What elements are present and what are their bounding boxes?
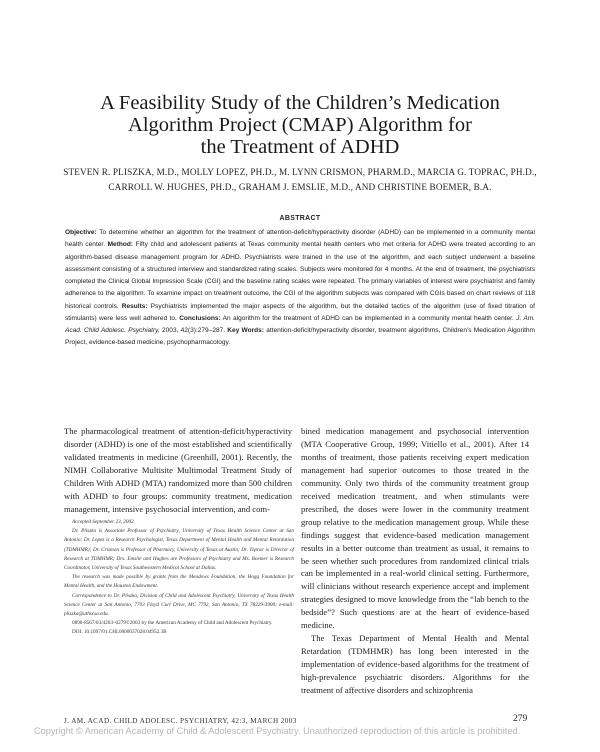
copyright-line: 0890-8567/03/4203–0279©2003 by the American Academy of Child and Adolescent Psychiatry. xyxy=(72,620,273,627)
title-line-1: A Feasibility Study of the Children’s Medication xyxy=(100,92,500,114)
accepted-date: Accepted September 23, 2002. xyxy=(72,519,135,525)
citation-details: 2003, 42(3):279–287. xyxy=(159,327,228,334)
objective-label: Objective: xyxy=(65,229,97,236)
authors-line-2: CARROLL W. HUGHES, PH.D., GRAHAM J. EMSLIE, M.D., AND CHRISTINE BOEMER, B.A. xyxy=(108,182,492,192)
doi-line: DOI: 10.1097/01.CHI.0000037028.04952.3B xyxy=(72,629,167,636)
running-head: J. AM. ACAD. CHILD ADOLESC. PSYCHIATRY, 42:3, MARCH 2003 xyxy=(64,717,297,725)
right-column xyxy=(301,425,529,697)
keywords-text: attention-deficit/hyperactivity disorder, treatment algorithms, Children’s Medication Algorithm Project, evidence-based medicine, psychopharmacology. xyxy=(65,327,535,347)
article-title xyxy=(60,92,540,158)
method-label: Method: xyxy=(107,241,134,249)
page-number: 279 xyxy=(513,714,528,724)
keywords-label: Key Words: xyxy=(227,327,264,334)
results-text: Psychiatrists implemented the major aspects of the algorithm, but the detailed tactics of the algorithm (use of fixed titration of stimulants) were less well adhered to. xyxy=(65,302,535,322)
conclusions-label: Conclusions: xyxy=(179,314,221,322)
abstract-heading: ABSTRACT xyxy=(279,215,321,222)
title-line-3: the Treatment of ADHD xyxy=(200,136,400,158)
title-line-2: Algorithm Project (CMAP) Algorithm for xyxy=(128,114,472,136)
body-paragraph-1: bined medication management and psychosocial intervention (MTA Cooperative Group, 1999; Vitiello et al., 2001). After 14 months of treatment, those patients receiving expert medication management had superior outcomes to those treated in the community. Only two thirds of the community treatment group received medication treatment, and when stimulants were prescribed, the doses were lower in the community treatment group relative to the medication management group. While these findings suggest that evidence-based medication management results in a better outcome than treatment as usual, it remains to be seen whether such procedures from randomized clinical trials can be implemented in a real-world clinical setting. Furthermore, will clinicians without research experience accept and implement strategies designed to move knowledge from the “lab bench to the bedside”? Such questions are at the heart of evidence-based medicine. xyxy=(301,426,529,631)
conclusions-text: An algorithm for the treatment of ADHD can be implemented in a community mental health center. xyxy=(220,314,517,322)
intro-paragraph: The pharmacological treatment of attention-deficit/hyperactivity disorder (ADHD) is one of the most established and scientifically validated treatments in medicine (Greenhill, 2001). Recently, the NIMH Collaborative Multisite Multimodal Treatment Study of Children With ADHD (MTA) randomized more than 500 children with ADHD to four groups: community treatment, medication management, intensive psychosocial intervention, and com- xyxy=(64,426,292,514)
correspondence-note: Correspondence to Dr. Pliszka, Division of Child and Adolescent Psychiatry, University of Texas Health Science Center at San Antonio, 7703 Floyd Curl Drive, MC 7792, San Antonio, TX 78229-3900; e-mail: pliszka@uthscsa.edu. xyxy=(64,592,294,618)
journal-citation: J. Am. Acad. Child Adolesc. Psychiatry, xyxy=(65,314,536,334)
objective-text: To determine whether an algorithm for the treatment of attention-deficit/hyperactivity disorder (ADHD) can be implemented in a community mental health center. xyxy=(65,229,535,249)
body-paragraph-2: The Texas Department of Mental Health and Mental Retardation (TDMHMR) has long been interested in the implementation of evidence-based algorithms for the treatment of high-prevalence psychiatric disorders. Algorithms for the treatment of affective disorders and schizophrenia xyxy=(301,633,529,696)
footnotes xyxy=(64,518,294,638)
left-column xyxy=(64,425,292,516)
abstract-body xyxy=(65,227,535,350)
author-affiliations: Dr. Pliszka is Associate Professor of Psychiatry, University of Texas Health Science Center at San Antonio; Dr. Lopez is a Research Psychologist, Texas Department of Mental Health and Mental Retardation (TDMHMR); Dr. Crismon is Professor of Pharmacy, University of Texas at Austin; Dr. Toprac is Director of Research at TDMHMR; Drs. Emslie and Hughes are Professors of Psychiatry and Ms. Boemer is Research Coordinator, University of Texas Southwestern Medical School at Dallas. xyxy=(64,528,294,572)
copyright-watermark: Copyright © American Academy of Child & Adolescent Psychiatry. Unauthorized reproduction of this article is prohibited. xyxy=(34,726,521,736)
author-list xyxy=(60,165,540,195)
results-label: Results: xyxy=(121,302,148,310)
method-text: Fifty child and adolescent patients at Texas community mental health centers who met criteria for ADHD were treated according to an algorithm-based disease management program for ADHD. Psychiatrists were trained in the use of the algorithm, and each subject underwent a baseline assessment consisting of a structured interview and standardized rating scales. Subjects were monitored for 4 months. At the end of treatment, the psychiatrists completed the Clinical Global Impression Scale (CGI) and the baseline rating scales were repeated. The primary variables of interest were psychiatrist and family adherence to the algorithm. To examine impact on treatment outcome, the CGI of the algorithm subjects was compared with CGIs based on chart reviews of 118 historical controls. xyxy=(65,241,535,310)
authors-line-1: STEVEN R. PLISZKA, M.D., MOLLY LOPEZ, PH.D., M. LYNN CRISMON, PHARM.D., MARCIA G. TOPRAC, PH.D., xyxy=(63,167,537,177)
funding-note: The research was made possible by grants from the Meadows Foundation, the Hogg Foundation for Mental Health, and the Houston Endowment. xyxy=(64,574,294,590)
